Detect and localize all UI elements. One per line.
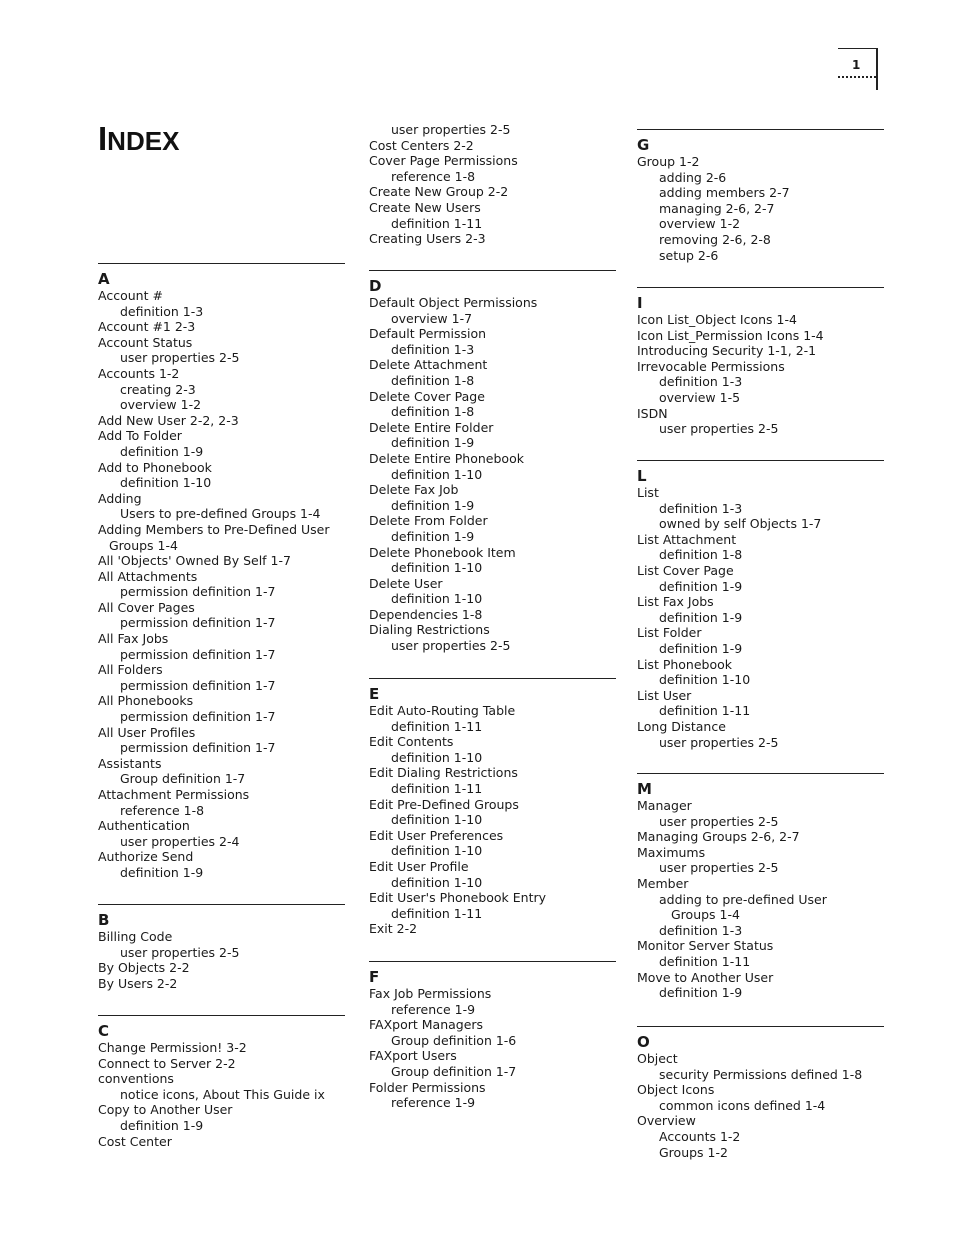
index-entry: Default Permission	[369, 326, 487, 342]
index-subentry: definition 1-11	[659, 703, 751, 719]
index-entry: Introducing Security 1-1, 2-1	[637, 343, 817, 359]
page-corner-dots	[838, 76, 876, 78]
section-rule	[637, 287, 884, 288]
index-entry-continuation: Groups 1-4	[671, 907, 740, 923]
index-entry: All Attachments	[98, 568, 198, 584]
index-entry: Dialing Restrictions	[369, 622, 490, 638]
index-subentry: adding members 2-7	[659, 185, 790, 201]
index-subentry: definition 1-11	[391, 780, 483, 796]
index-entry: Edit User Preferences	[369, 827, 504, 843]
index-entry: Delete Cover Page	[369, 388, 485, 404]
index-subentry: overview 1-5	[659, 389, 741, 405]
index-entry: Object Icons	[637, 1082, 715, 1098]
index-subentry: Group definition 1-7	[391, 1063, 517, 1079]
index-subentry: Accounts 1-2	[659, 1128, 741, 1144]
index-entry: Connect to Server 2-2	[98, 1055, 236, 1071]
index-subentry: definition 1-10	[391, 874, 483, 890]
index-subentry: user properties 2-4	[120, 833, 240, 849]
index-section-g	[637, 129, 884, 263]
page-number: 1	[852, 58, 861, 72]
index-entry: ISDN	[637, 405, 668, 421]
index-entry: Edit Pre-Defined Groups	[369, 796, 519, 812]
index-entry: Add New User 2-2, 2-3	[98, 412, 239, 428]
index-entry: Manager	[637, 798, 692, 813]
index-entry: Adding	[98, 490, 142, 506]
page-corner-top-rule	[838, 48, 878, 49]
page-title-rest: NDEX	[107, 126, 180, 156]
section-letter: B	[98, 911, 110, 929]
index-entry: Create New Group 2-2	[369, 184, 509, 200]
index-entry: List Phonebook	[637, 656, 733, 672]
index-subentry: definition 1-9	[659, 985, 743, 1001]
section-rule	[637, 1026, 884, 1027]
section-letter: O	[637, 1033, 650, 1051]
index-entry: Change Permission! 3-2	[98, 1040, 247, 1055]
index-subentry: definition 1-9	[391, 528, 475, 544]
index-subentry: definition 1-11	[391, 905, 483, 921]
index-entry: Delete Entire Phonebook	[369, 450, 524, 466]
index-entry: Folder Permissions	[369, 1079, 486, 1095]
index-entry: Overview	[637, 1113, 696, 1129]
index-entry: Add To Folder	[98, 428, 182, 444]
index-entry: List Fax Jobs	[637, 594, 714, 610]
index-entry: Icon List_Object Icons 1-4	[637, 312, 797, 327]
index-entry: Attachment Permissions	[98, 787, 250, 802]
page-title	[98, 120, 179, 158]
index-subentry: definition 1-10	[391, 843, 483, 859]
index-entry: List User	[637, 687, 692, 703]
index-subentry: definition 1-9	[120, 864, 204, 880]
index-entry: Authentication	[98, 818, 190, 834]
index-subentry: user properties 2-5	[659, 734, 779, 750]
index-subentry: definition 1-10	[391, 466, 483, 482]
index-entry: FAXport Managers	[369, 1017, 484, 1033]
index-entry: Delete User	[369, 575, 443, 591]
index-entry: Billing Code	[98, 929, 173, 944]
index-subentry: reference 1-8	[120, 802, 205, 818]
index-section-m	[637, 773, 884, 1001]
index-entry: Cost Centers 2-2	[369, 137, 474, 153]
index-subentry: notice icons, About This Guide ix	[120, 1086, 325, 1102]
index-subentry: definition 1-9	[391, 497, 475, 513]
index-entry: Fax Job Permissions	[369, 986, 492, 1001]
index-section-i	[637, 287, 884, 437]
index-section-a	[98, 263, 345, 881]
index-entry: Delete Entire Folder	[369, 419, 494, 435]
index-entry: By Users 2-2	[98, 975, 178, 991]
index-subentry: permission definition 1-7	[120, 677, 276, 693]
index-section-l	[637, 460, 884, 750]
index-subentry: user properties 2-5	[659, 860, 779, 876]
index-section-continued	[369, 122, 616, 247]
section-letter: M	[637, 780, 652, 798]
section-rule	[637, 129, 884, 130]
index-entry: Icon List_Permission Icons 1-4	[637, 327, 824, 343]
index-entry: Exit 2-2	[369, 921, 418, 937]
index-entry: Account Status	[98, 334, 193, 350]
section-rule	[369, 678, 616, 679]
index-entry: List Attachment	[637, 531, 737, 547]
index-entry: All User Profiles	[98, 724, 196, 740]
page-corner-side-rule	[876, 48, 878, 90]
index-entry: Edit Contents	[369, 734, 454, 750]
index-subentry: Group definition 1-7	[120, 771, 246, 787]
index-entry: Delete Attachment	[369, 357, 488, 373]
index-subentry: permission definition 1-7	[120, 740, 276, 756]
index-subentry: owned by self Objects 1-7	[659, 516, 822, 532]
index-subentry: user properties 2-5	[391, 122, 511, 137]
index-subentry: definition 1-8	[391, 404, 475, 420]
index-entry: Irrevocable Permissions	[637, 358, 785, 374]
index-entry: All Phonebooks	[98, 693, 194, 709]
section-letter: I	[637, 294, 643, 312]
index-entry: Accounts 1-2	[98, 365, 180, 381]
section-letter: E	[369, 685, 380, 703]
index-entry: Delete Phonebook Item	[369, 544, 516, 560]
index-entry: List Cover Page	[637, 562, 734, 578]
index-subentry: definition 1-3	[659, 922, 743, 938]
index-subentry: definition 1-9	[391, 435, 475, 451]
index-entry: List Folder	[637, 625, 702, 641]
index-entry: conventions	[98, 1071, 174, 1087]
index-entry: All 'Objects' Owned By Self 1-7	[98, 553, 291, 569]
index-subentry: common icons defined 1-4	[659, 1097, 826, 1113]
index-entry: All Folders	[98, 662, 163, 678]
index-subentry: user properties 2-5	[120, 944, 240, 960]
index-entry: Create New Users	[369, 199, 481, 215]
index-entry: Assistants	[98, 755, 162, 771]
index-subentry: user properties 2-5	[120, 350, 240, 366]
index-entry: Default Object Permissions	[369, 295, 538, 310]
index-subentry: Users to pre-defined Groups 1-4	[120, 506, 321, 522]
index-entry: All Cover Pages	[98, 599, 195, 615]
index-subentry: adding 2-6	[659, 169, 727, 185]
index-subentry: overview 1-2	[120, 397, 202, 413]
index-subentry: reference 1-8	[391, 168, 476, 184]
index-subentry: definition 1-11	[391, 215, 483, 231]
index-subentry: reference 1-9	[391, 1001, 476, 1017]
index-entry: Monitor Server Status	[637, 938, 774, 954]
index-entry: Account #	[98, 288, 163, 303]
section-letter: C	[98, 1022, 110, 1040]
index-subentry: definition 1-9	[659, 640, 743, 656]
index-entry: Add to Phonebook	[98, 459, 212, 475]
index-subentry: definition 1-3	[120, 303, 204, 319]
page-number-box	[838, 48, 878, 90]
index-subentry: definition 1-10	[391, 560, 483, 576]
index-subentry: definition 1-9	[120, 1117, 204, 1133]
index-section-o	[637, 1026, 884, 1160]
index-section-f	[369, 961, 616, 1111]
index-entry: Edit User Profile	[369, 858, 469, 874]
section-rule	[98, 263, 345, 264]
index-subentry: permission definition 1-7	[120, 646, 276, 662]
index-subentry: permission definition 1-7	[120, 615, 276, 631]
section-letter: L	[637, 467, 647, 485]
page-title-initial: I	[98, 120, 108, 157]
index-section-d	[369, 270, 616, 654]
index-subentry: definition 1-10	[391, 591, 483, 607]
section-rule	[637, 773, 884, 774]
index-subentry: overview 1-7	[391, 310, 473, 326]
section-rule	[98, 1015, 345, 1016]
index-subentry: definition 1-10	[391, 812, 483, 828]
index-subentry: adding to pre-defined User	[659, 891, 827, 907]
index-subentry: security Permissions defined 1-8	[659, 1066, 863, 1082]
index-entry: Cost Center	[98, 1133, 172, 1149]
index-entry: Member	[637, 875, 689, 891]
index-entry: Dependencies 1-8	[369, 606, 483, 622]
index-section-c	[98, 1015, 345, 1149]
index-subentry: permission definition 1-7	[120, 584, 276, 600]
index-subentry: definition 1-8	[659, 547, 743, 563]
index-subentry: reference 1-9	[391, 1095, 476, 1111]
index-entry: Long Distance	[637, 718, 726, 734]
index-entry: Object	[637, 1051, 678, 1066]
index-subentry: permission definition 1-7	[120, 709, 276, 725]
index-subentry: Group definition 1-6	[391, 1032, 517, 1048]
index-subentry: definition 1-9	[120, 443, 204, 459]
section-rule	[369, 961, 616, 962]
index-entry: List	[637, 485, 659, 500]
index-subentry: Groups 1-2	[659, 1144, 728, 1160]
index-subentry: definition 1-8	[391, 372, 475, 388]
index-entry: Cover Page Permissions	[369, 153, 518, 169]
index-subentry: definition 1-10	[659, 672, 751, 688]
index-entry: Edit User's Phonebook Entry	[369, 890, 547, 906]
index-entry: By Objects 2-2	[98, 960, 190, 976]
index-entry: Maximums	[637, 844, 706, 860]
index-subentry: definition 1-11	[659, 953, 751, 969]
index-entry: FAXport Users	[369, 1048, 457, 1064]
index-subentry: creating 2-3	[120, 381, 196, 397]
index-entry: Authorize Send	[98, 849, 194, 865]
section-letter: D	[369, 277, 382, 295]
index-subentry: user properties 2-5	[391, 638, 511, 654]
index-subentry: definition 1-3	[659, 500, 743, 516]
index-subentry: setup 2-6	[659, 247, 719, 263]
section-letter: A	[98, 270, 110, 288]
index-subentry: overview 1-2	[659, 216, 741, 232]
index-section-e	[369, 678, 616, 937]
index-entry: Edit Dialing Restrictions	[369, 765, 518, 781]
index-subentry: user properties 2-5	[659, 421, 779, 437]
index-subentry: definition 1-11	[391, 718, 483, 734]
index-subentry: definition 1-3	[659, 374, 743, 390]
index-entry: Edit Auto-Routing Table	[369, 703, 516, 718]
index-subentry: definition 1-3	[391, 341, 475, 357]
index-section-b	[98, 904, 345, 991]
section-rule	[98, 904, 345, 905]
index-subentry: definition 1-10	[391, 749, 483, 765]
index-subentry: definition 1-9	[659, 609, 743, 625]
index-entry: Copy to Another User	[98, 1102, 233, 1118]
index-subentry: managing 2-6, 2-7	[659, 200, 775, 216]
section-letter: F	[369, 968, 380, 986]
index-entry: Managing Groups 2-6, 2-7	[637, 829, 800, 845]
section-rule	[369, 270, 616, 271]
section-rule	[637, 460, 884, 461]
index-subentry: definition 1-9	[659, 578, 743, 594]
index-entry: Delete Fax Job	[369, 482, 459, 498]
index-entry: Group 1-2	[637, 154, 700, 169]
index-entry: Delete From Folder	[369, 513, 488, 529]
index-entry: All Fax Jobs	[98, 631, 169, 647]
index-subentry: user properties 2-5	[659, 813, 779, 829]
index-entry-continuation: Groups 1-4	[109, 537, 178, 553]
index-entry: Adding Members to Pre-Defined User	[98, 521, 330, 537]
section-letter: G	[637, 136, 650, 154]
index-subentry: removing 2-6, 2-8	[659, 231, 771, 247]
index-entry: Creating Users 2-3	[369, 231, 486, 247]
index-entry: Account #1 2-3	[98, 319, 196, 335]
index-entry: Move to Another User	[637, 969, 774, 985]
index-subentry: definition 1-10	[120, 475, 212, 491]
